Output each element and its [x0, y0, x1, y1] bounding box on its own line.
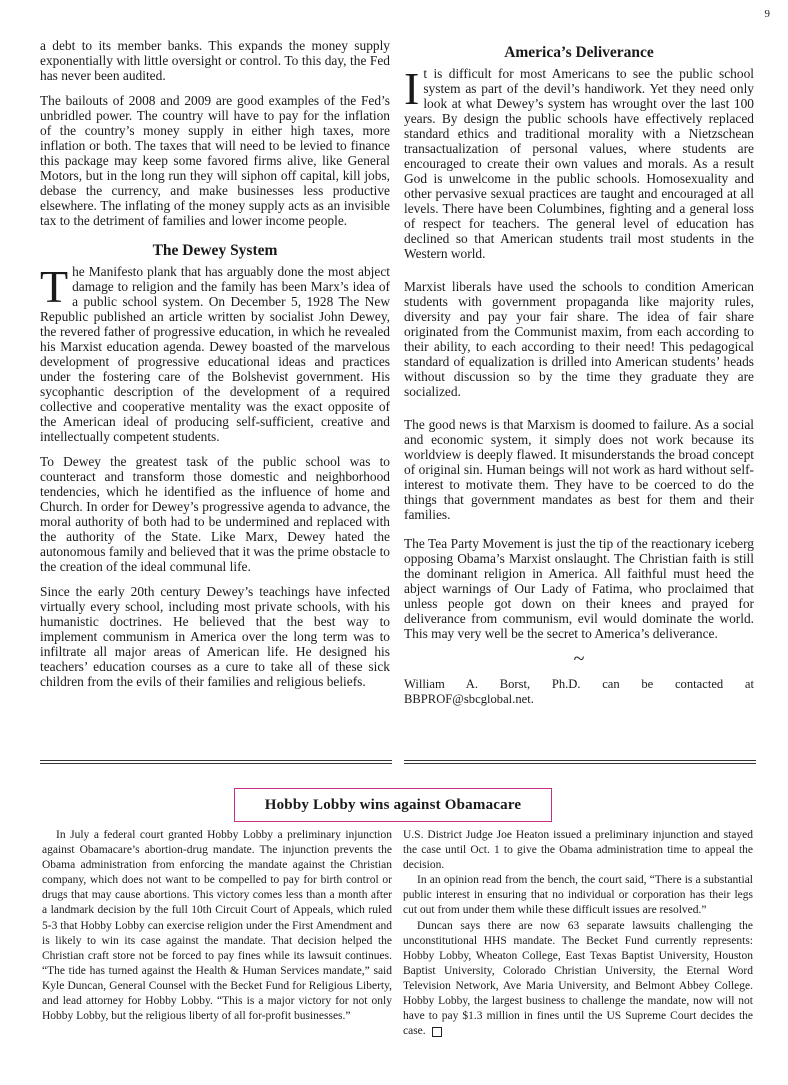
intro-paragraph: a debt to its member banks. This expands the money supply exponentially with little oversight or control. To this day, the Fed has never been audited.: [40, 38, 390, 83]
dewey-paragraph-1: [40, 261, 390, 444]
bailout-paragraph: The bailouts of 2008 and 2009 are good examples of the Fed’s unbridled power. The country will have to pay for the inflation of the country’s money supply in either high taxes, more inflation or both. The taxes that will need to be levied to finance this package may keep some favored firms alive, like General Motors, but in the long run they will siphon off capital, kill jobs, debase the currency, and make businesses less productive elsewhere. The inflating of the money supply acts as an invisible tax to the detriment of families and lower income people.: [40, 93, 390, 228]
dewey-paragraph-2: To Dewey the greatest task of the public school was to counteract and transform those domestic and neighborhood tendencies, which he identified as the influence of home and Church. In order for Dewey’s progressive agenda to advance, the moral authority of both had to be undermined and replaced with the authority of the State. Like Marx, Dewey hated the autonomous family and believed that it was the prime obstacle to the creation of the ideal communal life.: [40, 454, 390, 574]
deliverance-paragraph-1: [404, 63, 754, 261]
left-divider-rule: [40, 760, 392, 764]
deliverance-dropcap: I: [404, 63, 420, 114]
hobby-lobby-headline: Hobby Lobby wins against Obamacare: [234, 788, 552, 822]
end-mark-icon: [432, 1027, 442, 1037]
dewey-dropcap: T: [40, 261, 69, 312]
left-column: [40, 38, 390, 699]
deliverance-paragraph-4: The Tea Party Movement is just the tip of the reactionary iceberg opposing Obama’s Marxist onslaught. The Christian faith is still the dominant religion in America. All faithful must heed the abject warnings of Our Lady of Fatima, who proclaimed that unless people got down on their knees and prayed for deliverance from communism, evil would dominate the world. This may very well be the secret to America’s deliverance.: [404, 536, 754, 641]
dewey-paragraph-1-text: he Manifesto plank that has arguably done the most abject damage to religion and the family has been Marx’s idea of a public school system. On December 5, 1928 The New Republic published an article written by socialist John Dewey, the revered father of progressive education, in which he revealed his Marxist education agenda. Dewey boasted of the marvelous development of progressive educational ideas and practices under the fostering care of the Bolshevist government. His sycophantic description of the development of a required collective and cooperative mentality was the exact opposite of the American ideal of producing self-sufficient, creative and intellectually competent students.: [40, 264, 390, 444]
page-number: 9: [764, 8, 770, 20]
hobby-lobby-left-column: [42, 828, 392, 1024]
hobby-lobby-paragraph-4-text: Duncan says there are now 63 separate lawsuits challenging the unconstitutional HHS mandate. The Becket Fund currently represents: Hobby Lobby, Wheaton College, East Texas Baptist University, Houston Baptist University, Colorado Christian University, the Eternal Word Television Network, Ave Maria University, and Belmont Abbey College. Hobby Lobby, the largest business to challenge the mandate, now will not have to pay $1.3 million in fines until the US Supreme Court decides the case.: [403, 919, 753, 1038]
deliverance-paragraph-1-text: t is difficult for most Americans to see the public school system as part of the devil’s handiwork. Yet they need only look at what Dewey’s system has wrought over the last 100 years. By design the public schools have effectively replaced standard ethics and traditional morality with a Nietzschean transactualization of personal values, where students are encouraged to create their own values and morals. As a result God is unwelcome in the public schools. Homosexuality and other pervasive sexual practices are taught and encouraged at all levels. There have been Columbines, fighting and a general loss of respect for teachers. The general level of education has declined so that American students trail most students in the Western world.: [404, 66, 754, 261]
author-contact: William A. Borst, Ph.D. can be contacted at BBPROF@sbcglobal.net.: [404, 677, 754, 706]
dewey-paragraph-3: Since the early 20th century Dewey’s teachings have infected virtually every school, including most private schools, with his humanistic doctrines. He believed that the best way to implement communism in America over the long term was to infiltrate all major areas of American life. He designed his teachers’ education courses as a cure to take all of these sick children from the evils of their families and religious beliefs.: [40, 584, 390, 689]
right-divider-rule: [404, 760, 756, 764]
hobby-lobby-paragraph-4: [403, 919, 753, 1040]
hobby-lobby-paragraph-1: In July a federal court granted Hobby Lobby a preliminary injunction against Obamacare’s abortion-drug mandate. The injunction prevents the Obama administration from enforcing the mandate against the Christian company, which does not want to be compelled to pay for birth control or drugs that may cause abortions. This victory comes less than a month after a landmark decision by the full 10th Circuit Court of Appeals, which ruled 5-3 that Hobby Lobby can exercise religion under the First Amendment and is likely to win its case against the mandate. That decision helped the Christian craft store not be forced to pay fines while its lawsuit continues. “The tide has turned against the Health & Human Services mandate,” said Kyle Duncan, General Counsel with the Becket Fund for Religious Liberty, and lead attorney for Hobby Lobby. “This is a major victory for not only Hobby Lobby, but the religious liberty of all for-profit businesses.”: [42, 829, 392, 1023]
hobby-lobby-paragraph-3: In an opinion read from the bench, the court said, “There is a substantial public interest in ensuring that no individual or corporation has their legs cut out from under them while these difficult issues are resolved.”: [403, 874, 753, 917]
dewey-heading: The Dewey System: [152, 242, 278, 259]
hobby-lobby-right-column: [403, 828, 753, 1039]
section-tilde: ~: [573, 648, 585, 670]
hobby-lobby-paragraph-2: U.S. District Judge Joe Heaton issued a preliminary injunction and stayed the case until Oct. 1 to give the Obama administration time to appeal the decision.: [403, 829, 753, 872]
deliverance-paragraph-2: Marxist liberals have used the schools to condition American students with government propaganda like majority rules, diversity and pay your fair share. The idea of fair share originated from the Communist maxim, from each according to their ability, to each according to their need! This pedagogical standard of equalization is drilled into American students’ heads without discussion so by the time they graduate they are socialized.: [404, 279, 754, 399]
deliverance-heading: America’s Deliverance: [504, 44, 654, 61]
right-column: [404, 44, 754, 707]
deliverance-paragraph-3: The good news is that Marxism is doomed to failure. As a social and economic system, it simply does not work because its worldview is deeply flawed. It misunderstands the broad concept of original sin. Human beings will not work as hard without self-interest to motivate them. They have to be coerced to do the things that government mandates as best for them and their families.: [404, 417, 754, 522]
